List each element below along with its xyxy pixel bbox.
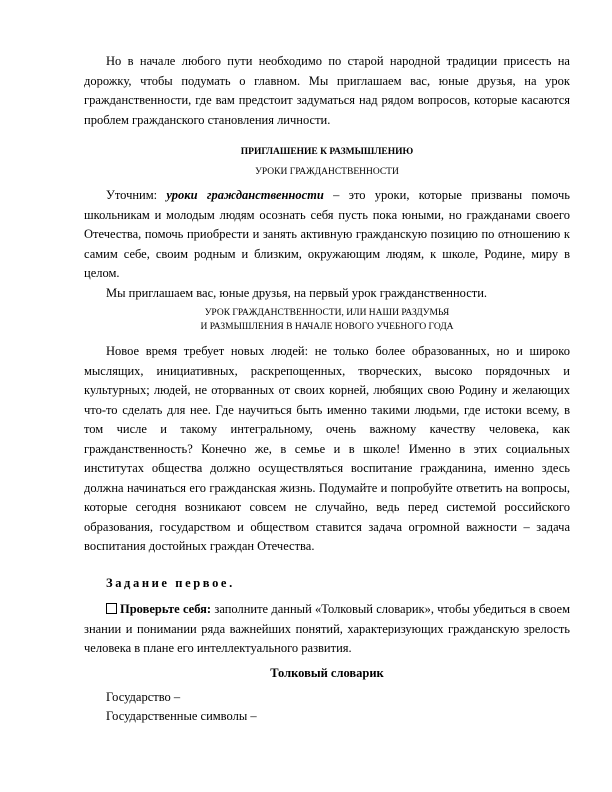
heading-invitation (84, 141, 570, 181)
glossary-item: Государство – (106, 689, 181, 704)
heading-invitation-line1: ПРИГЛАШЕНИЕ К РАЗМЫШЛЕНИЮ (240, 147, 414, 157)
heading-lesson-line1: УРОК ГРАЖДАНСТВЕННОСТИ, ИЛИ НАШИ РАЗДУМЬЯ (204, 308, 450, 318)
invite-text: Мы приглашаем вас, юные друзья, на первый урок гражданственности. (106, 285, 488, 300)
heading-lesson-line2: И РАЗМЫШЛЕНИЯ В НАЧАЛЕ НОВОГО УЧЕБНОГО ГОДА (200, 322, 454, 332)
task-title-block (84, 574, 570, 594)
definition-term: уроки гражданственности (166, 188, 324, 202)
glossary-title: Толковый словарик (270, 666, 384, 680)
task-check-text: заполните данный «Толковый словарик», чтобы убедиться в своем знании и понимании ряда важнейших понятий, характеризующих гражданскую зрелость человека в плане его интеллектуального развития. (84, 602, 570, 655)
main-text: Новое время требует новых людей: не только более образованных, но и широко мыслящих, инициативных, раскрепощенных, творческих, высоко порядочных и культурных; людей, не оторванных от своих корней, любящих свою Родину и желающих что-то сделать для нее. Где научиться быть именно такими людьми, где истоки всему, в том числе и такому интегральному, очень важному качеству человека, как гражданственность? Конечно же, в семье и в школе! Именно в этих социальных институтах общества должно осуществляться воспитание гражданина, именно здесь должна начинаться его гражданская жизнь. Подумайте и попробуйте ответить на вопросы, которые сегодня возникают совсем не случайно, ведь перед системой российского образования, государством и обществом ставится задача огромной важности – задача воспитания достойных граждан Отечества. (84, 344, 570, 553)
definition-lead: Уточним: (106, 188, 167, 202)
definition-paragraph (84, 186, 570, 303)
task-text (84, 600, 570, 659)
heading-invitation-line2: УРОКИ ГРАЖДАНСТВЕННОСТИ (255, 167, 399, 177)
task-title: Задание первое. (106, 576, 235, 590)
intro-paragraph (84, 52, 570, 130)
main-paragraph (84, 342, 570, 557)
heading-lesson (84, 306, 570, 334)
task-paragraph (84, 600, 570, 659)
definition-text (84, 186, 570, 284)
checkbox-icon (106, 603, 117, 614)
intro-text: Но в начале любого пути необходимо по старой народной традиции присесть на дорожку, чтобы подумать о главном. Мы приглашаем вас, юные друзья, на урок гражданственности, где вам предстоит задуматься над рядом вопросов, которые касаются проблем гражданского становления личности. (84, 54, 570, 127)
definition-rest: – это уроки, которые призваны помочь школьникам и молодым людям осознать себя пусть пока юными, но гражданами своего Отечества, помочь приобрести и занять активную гражданскую позицию по отношению к самим себе, своим родным и близким, окружающим людям, к школе, Родине, миру в целом. (84, 188, 570, 280)
glossary (84, 664, 570, 727)
task-check-label: Проверьте себя: (120, 602, 212, 616)
glossary-item: Государственные символы – (106, 709, 257, 723)
